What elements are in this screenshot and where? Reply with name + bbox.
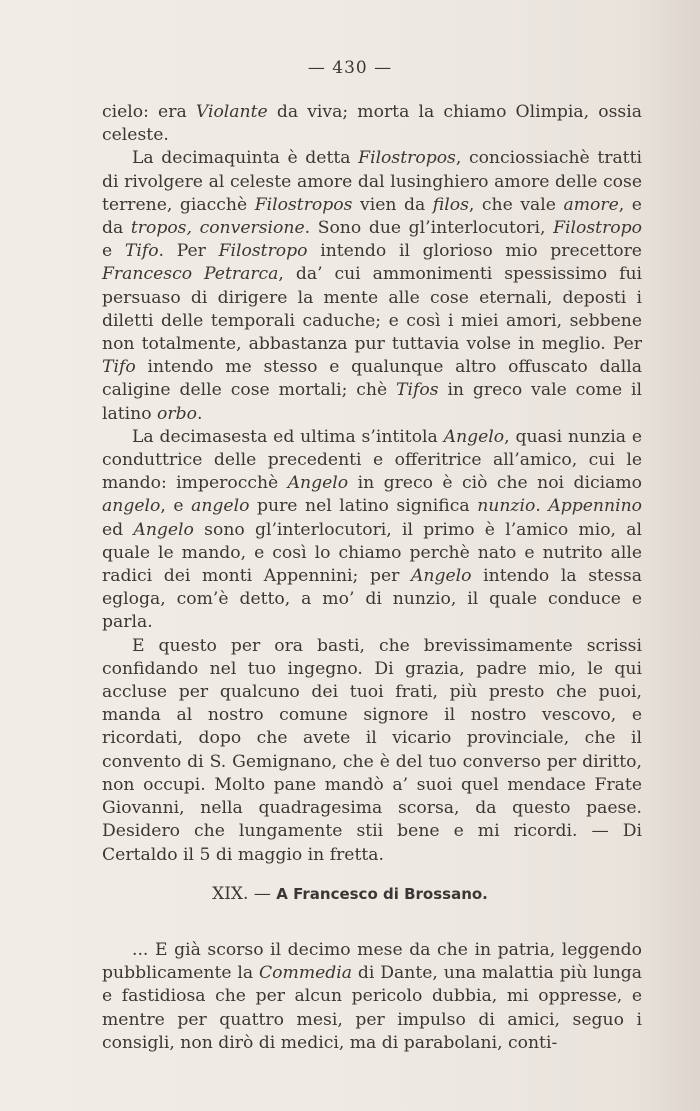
paragraph: La decimaquinta è detta Filostropos, conciossiachè tratti di rivolgere al celeste amore dal lusinghiero amore delle cose terrene, giacchè Filostropos vien da filos, che vale amore, e da tropos, conversione. Sono due gl’interlocutori, Filostropo e Tifo. Per Filostropo intendo il glorioso mio precettore Francesco Petrarca, da’ cui ammonimenti spessissimo fui persuaso di dirigere la mente alle cose eternali, deposti i diletti delle temporali caduche; e così i miei amori, sebbene non totalmente, abbastanza pur tuttavia volse in meglio. Per Tifo intendo me stesso e qualunque altro offuscato dalla caligine delle cose mortali; chè Tifos in greco vale come il latino orbo. [102,148,643,424]
letter-number: XIX. — [212,884,271,904]
letter-body-2 [102,939,642,1055]
paragraph: cielo: era Violante da viva; morta la chiamo Olimpia, ossia celeste. [102,102,642,146]
paragraph: ... E già scorso il decimo mese da che in patria, leggendo pubblicamente la Commedia di Dante, una malattia più lunga e fastidiosa che per alcun pericolo dubbia, mi oppresse, e mentre per quattro mesi, per impulso di amici, seguo i consigli, non dirò di medici, ma di parabolani, conti- [102,940,643,1053]
page-number: — 430 — [307,58,393,78]
letter-title: A Francesco di Brossano. [276,885,488,903]
letter-heading [0,884,700,904]
letter-body [102,101,642,867]
paragraph: E questo per ora basti, che brevissimamente scrissi confidando nel tuo ingegno. Di grazia, padre mio, le qui accluse per qualcuno dei tuoi frati, più presto che puoi, manda al nostro comune signore il nostro vescovo, e ricordati, dopo che avete il vicario provinciale, che il convento di S. Gemignano, che è del tuo converso per diritto, non occupi. Molto pane mandò a’ suoi quel mendace Frate Giovanni, nella quadragesima scorsa, da questo paese. Desidero che lungamente stii bene e mi ricordi. — Di Certaldo il 5 di maggio in fretta. [102,635,642,865]
paragraph: La decimasesta ed ultima s’intitola Angelo, quasi nunzia e conduttrice delle precedenti e offeritrice all’amico, cui le mando: imperocchè Angelo in greco è ciò che noi diciamo angelo, e angelo pure nel latino significa nunzio. Appennino ed Angelo sono gl’interlocutori, il primo è l’amico mio, al quale le mando, e così lo chiamo perchè nato e nutrito alle radici dei monti Appennini; per Angelo intendo la stessa egloga, com’è detto, a mo’ di nunzio, il quale conduce e parla. [102,426,642,633]
